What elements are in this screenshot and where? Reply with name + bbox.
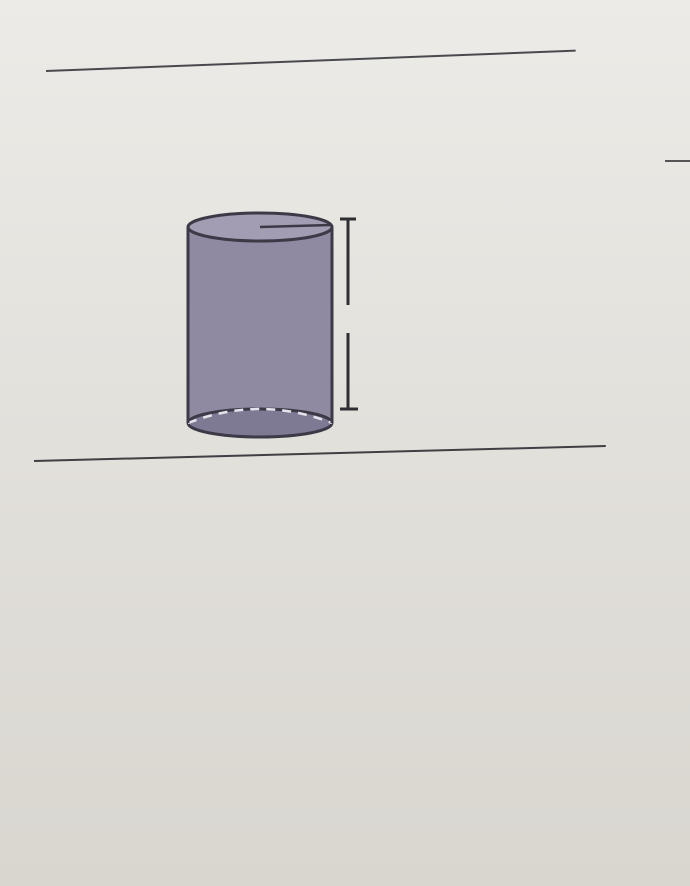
problem-12-line (62, 21, 561, 44)
problem-11 (32, 465, 657, 660)
problem-12-line (62, 21, 561, 44)
problem-12-line (62, 21, 561, 44)
cylinder-bottom (188, 409, 332, 437)
question-number (32, 480, 86, 482)
option-letter (91, 585, 131, 586)
problem-12-statement (62, 21, 561, 44)
option-letter (92, 621, 132, 622)
side-divider (665, 160, 690, 162)
problem-11-question (32, 465, 652, 482)
question-text (86, 465, 636, 480)
problem-12-line (62, 21, 561, 44)
answer-options (33, 499, 657, 660)
cylinder-figure (180, 205, 470, 450)
option-letter (90, 549, 130, 550)
header-divider (46, 50, 576, 72)
option-letter (89, 513, 129, 514)
cylinder-body (188, 227, 332, 423)
